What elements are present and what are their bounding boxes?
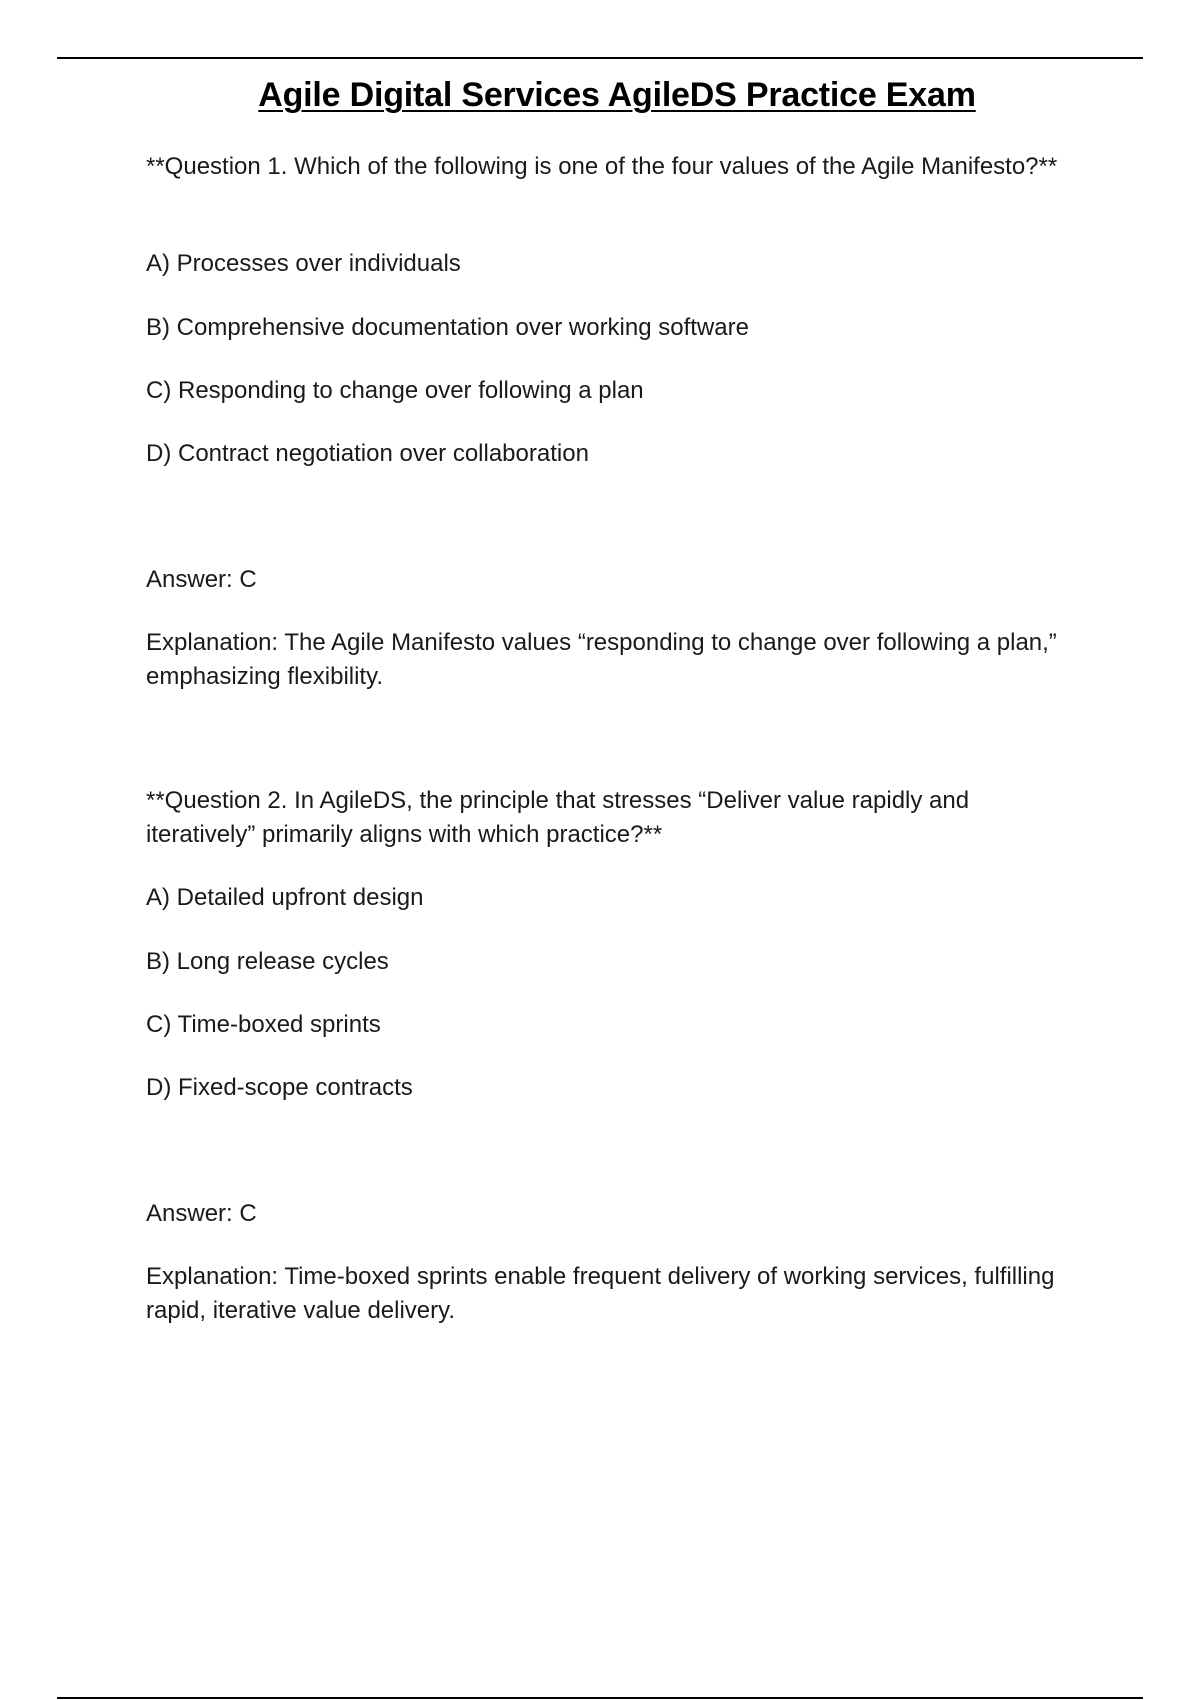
- question-2-option-a: A) Detailed upfront design: [146, 884, 424, 911]
- question-1-option-b: B) Comprehensive documentation over working software: [146, 314, 749, 341]
- page-title: Agile Digital Services AgileDS Practice Exam: [258, 76, 976, 114]
- question-1-answer: Answer: C: [146, 566, 257, 593]
- question-2-answer: Answer: C: [146, 1200, 257, 1227]
- question-2-explanation: Explanation: Time-boxed sprints enable frequent delivery of working services, fulfilling rapid, iterative value delivery.: [146, 1263, 1055, 1324]
- question-1-prompt: **Question 1. Which of the following is one of the four values of the Agile Manifesto?**: [146, 153, 1058, 180]
- question-2-option-d: D) Fixed-scope contracts: [146, 1074, 413, 1101]
- question-1-option-a: A) Processes over individuals: [146, 250, 461, 277]
- top-rule: [57, 57, 1143, 59]
- bottom-rule: [57, 1697, 1143, 1699]
- question-2-option-c: C) Time-boxed sprints: [146, 1011, 381, 1038]
- question-2-prompt: **Question 2. In AgileDS, the principle that stresses “Deliver value rapidly and iteratively” primarily aligns with which practice?**: [146, 787, 970, 848]
- question-1-option-c: C) Responding to change over following a plan: [146, 377, 644, 404]
- question-1-explanation: Explanation: The Agile Manifesto values “responding to change over following a plan,” emphasizing flexibility.: [146, 629, 1057, 690]
- question-1-option-d: D) Contract negotiation over collaboration: [146, 440, 589, 467]
- question-2-option-b: B) Long release cycles: [146, 948, 389, 975]
